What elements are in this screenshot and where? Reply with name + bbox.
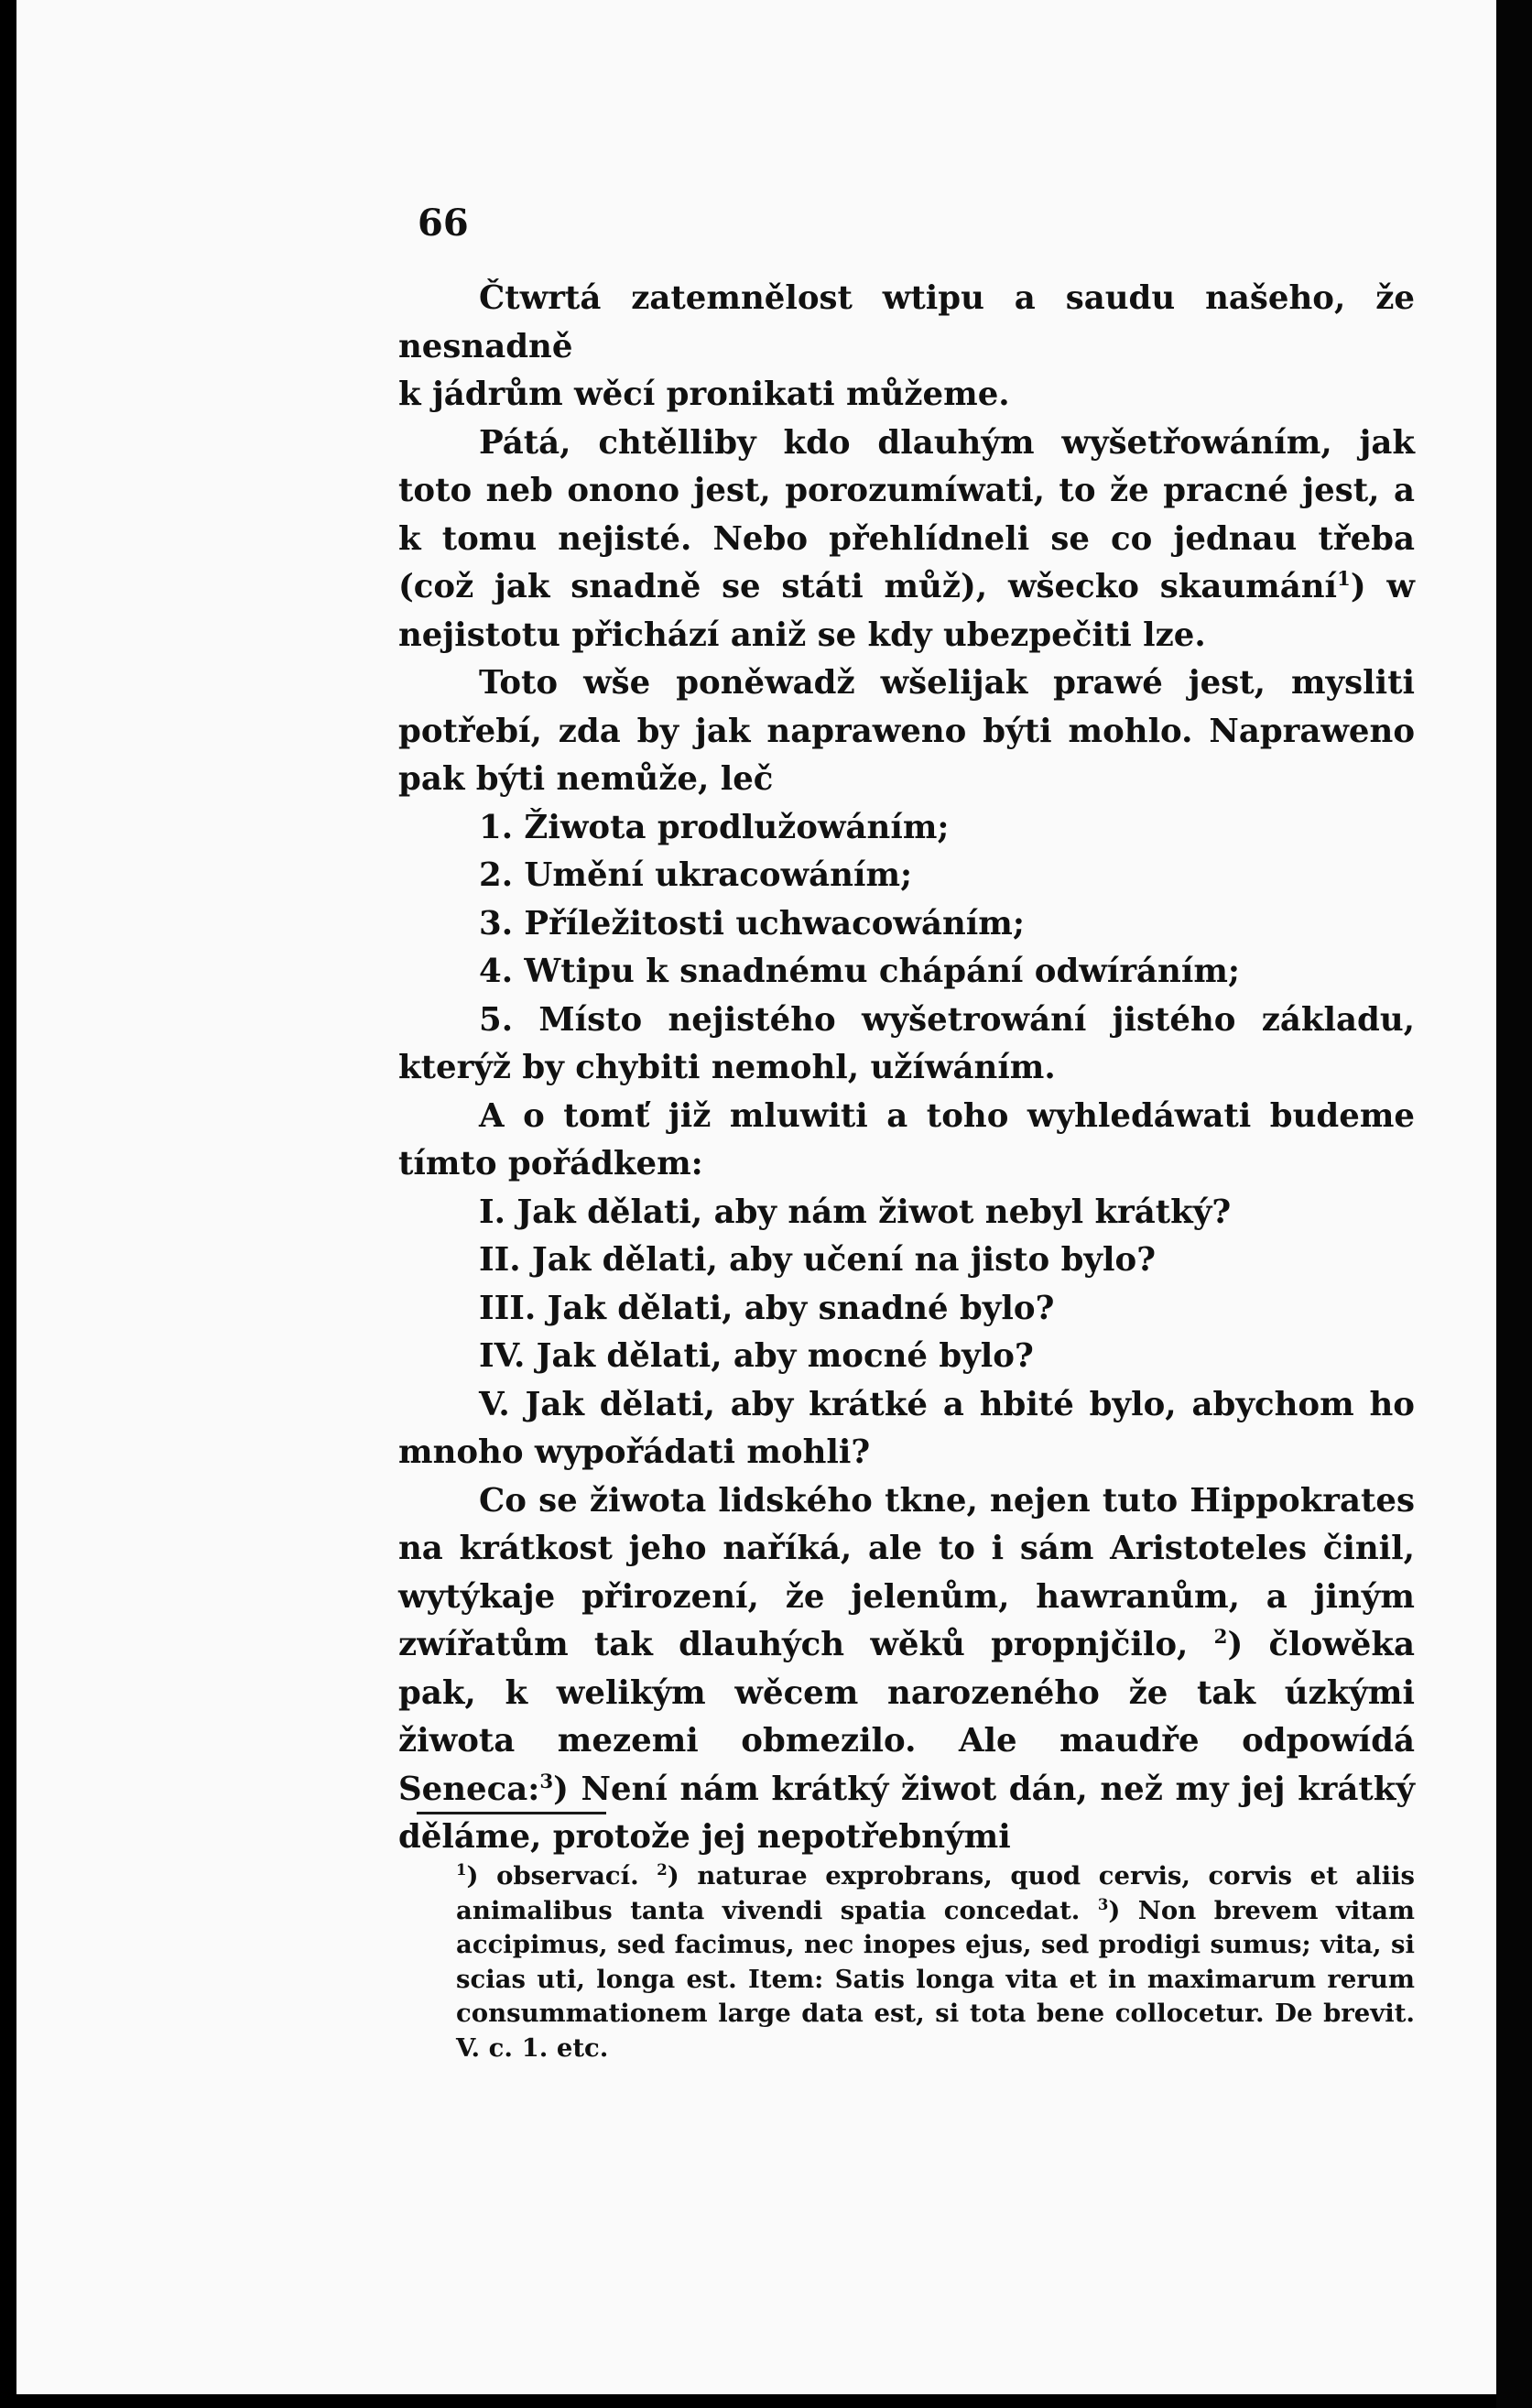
- paragraph-1-continued: k jádrům wěcí pronikati můžeme.: [398, 376, 1010, 413]
- footnote-1-text: ) observací.: [466, 1861, 639, 1890]
- question-5: V. Jak dělati, aby krátké a hbité bylo, abychom ho mnoho wypořádati mohli?: [398, 1385, 1415, 1471]
- paragraph-5-text-a: Co se žiwota lidského tkne, nejen tuto Hippokrates na krátkost jeho naříká, ale to i sám Aristoteles činil, wytýkaje přirození, že jelenům, hawranům, a jiným zwířatům tak dlauhých wěků propnjčilo,: [398, 1481, 1415, 1663]
- paragraph-2-text-a: Pátá, chtělliby kdo dlauhým wyšetřowáním, jak toto neb onono jest, porozumíwati, to že pracné jest, a k tomu nejisté. Nebo přehlídneli se co jednau třeba (což jak snadně se státi můž), wšecko skaumání: [398, 423, 1415, 605]
- footnotes: [456, 1859, 1415, 2065]
- paragraph-3: Toto wše poněwadž wšelijak prawé jest, mysliti potřebí, zda by jak napraweno býti mohlo. Napraweno pak býti nemůže, leč: [398, 664, 1415, 798]
- paragraph-5-text-c: ) Není nám krátký žiwot dán, než my jej krátký děláme, protože jej nepotřebnými: [398, 1770, 1415, 1856]
- footnote-mark-2: 2: [657, 1860, 668, 1879]
- footnote-1: [456, 1859, 1415, 2065]
- footnote-ref-2[interactable]: 2: [1213, 1626, 1228, 1650]
- question-2: II. Jak dělati, aby učení na jisto bylo?: [479, 1241, 1156, 1279]
- paragraph-4: A o tomť již mluwiti a toho wyhledáwati budeme tímto pořádkem:: [398, 1096, 1415, 1182]
- book-page: [16, 0, 1496, 2394]
- paragraph-1: [398, 275, 1415, 371]
- paragraph-1-line-1: Čtwrtá zatemnělost wtipu a saudu našeho, že nesnadně: [398, 279, 1415, 365]
- scan-edge: [1496, 0, 1532, 2408]
- footnote-mark-3: 3: [1097, 1895, 1109, 1913]
- footnote-2-text: ) naturae exprobrans, quod cervis, corvis et aliis animalibus tanta vivendi spatia concedat.: [456, 1861, 1416, 1925]
- question-1: I. Jak dělati, aby nám žiwot nebyl krátký?: [479, 1193, 1232, 1231]
- question-4: IV. Jak dělati, aby mocné bylo?: [479, 1337, 1034, 1375]
- main-text: [398, 275, 1415, 1862]
- paragraph-2-text-b: ) w nejistotu přichází aniž se kdy ubezpečiti lze.: [398, 568, 1415, 654]
- list-item-3: 3. Příležitosti uchwacowáním;: [479, 904, 1025, 942]
- footnote-ref-1[interactable]: 1: [1337, 568, 1351, 592]
- list-item-4: 4. Wtipu k snadnému chápání odwíráním;: [479, 953, 1240, 990]
- paragraph-2: [398, 419, 1415, 660]
- footnote-divider: [417, 1812, 606, 1814]
- footnote-3-text: ) Non brevem vitam accipimus, sed facimus, nec inopes ejus, sed prodigi sumus; vita, si scias uti, longa est. Item: Satis longa vita et in maximarum rerum consummationem large data est, si tota bene collocetur. De brevit. V. c. 1. etc.: [456, 1895, 1415, 2063]
- footnote-ref-3[interactable]: 3: [539, 1770, 554, 1793]
- list-item-2: 2. Umění ukracowáním;: [479, 856, 913, 894]
- paragraph-5-text-b: ) člowěka pak, k welikým wěcem narozeného že tak úzkými žiwota mezemi obmezilo. Ale maudře odpowídá Seneca:: [398, 1626, 1415, 1808]
- question-3: III. Jak dělati, aby snadné bylo?: [479, 1289, 1055, 1327]
- paragraph-5: [398, 1477, 1415, 1862]
- page-number: 66: [418, 202, 469, 245]
- footnote-mark-1: 1: [456, 1860, 467, 1879]
- list-item-5: 5. Místo nejistého wyšetrowání jistého základu, kterýž by chybiti nemohl, užíwáním.: [398, 1000, 1415, 1086]
- list-item-1: 1. Žiwota prodlužowáním;: [479, 808, 950, 846]
